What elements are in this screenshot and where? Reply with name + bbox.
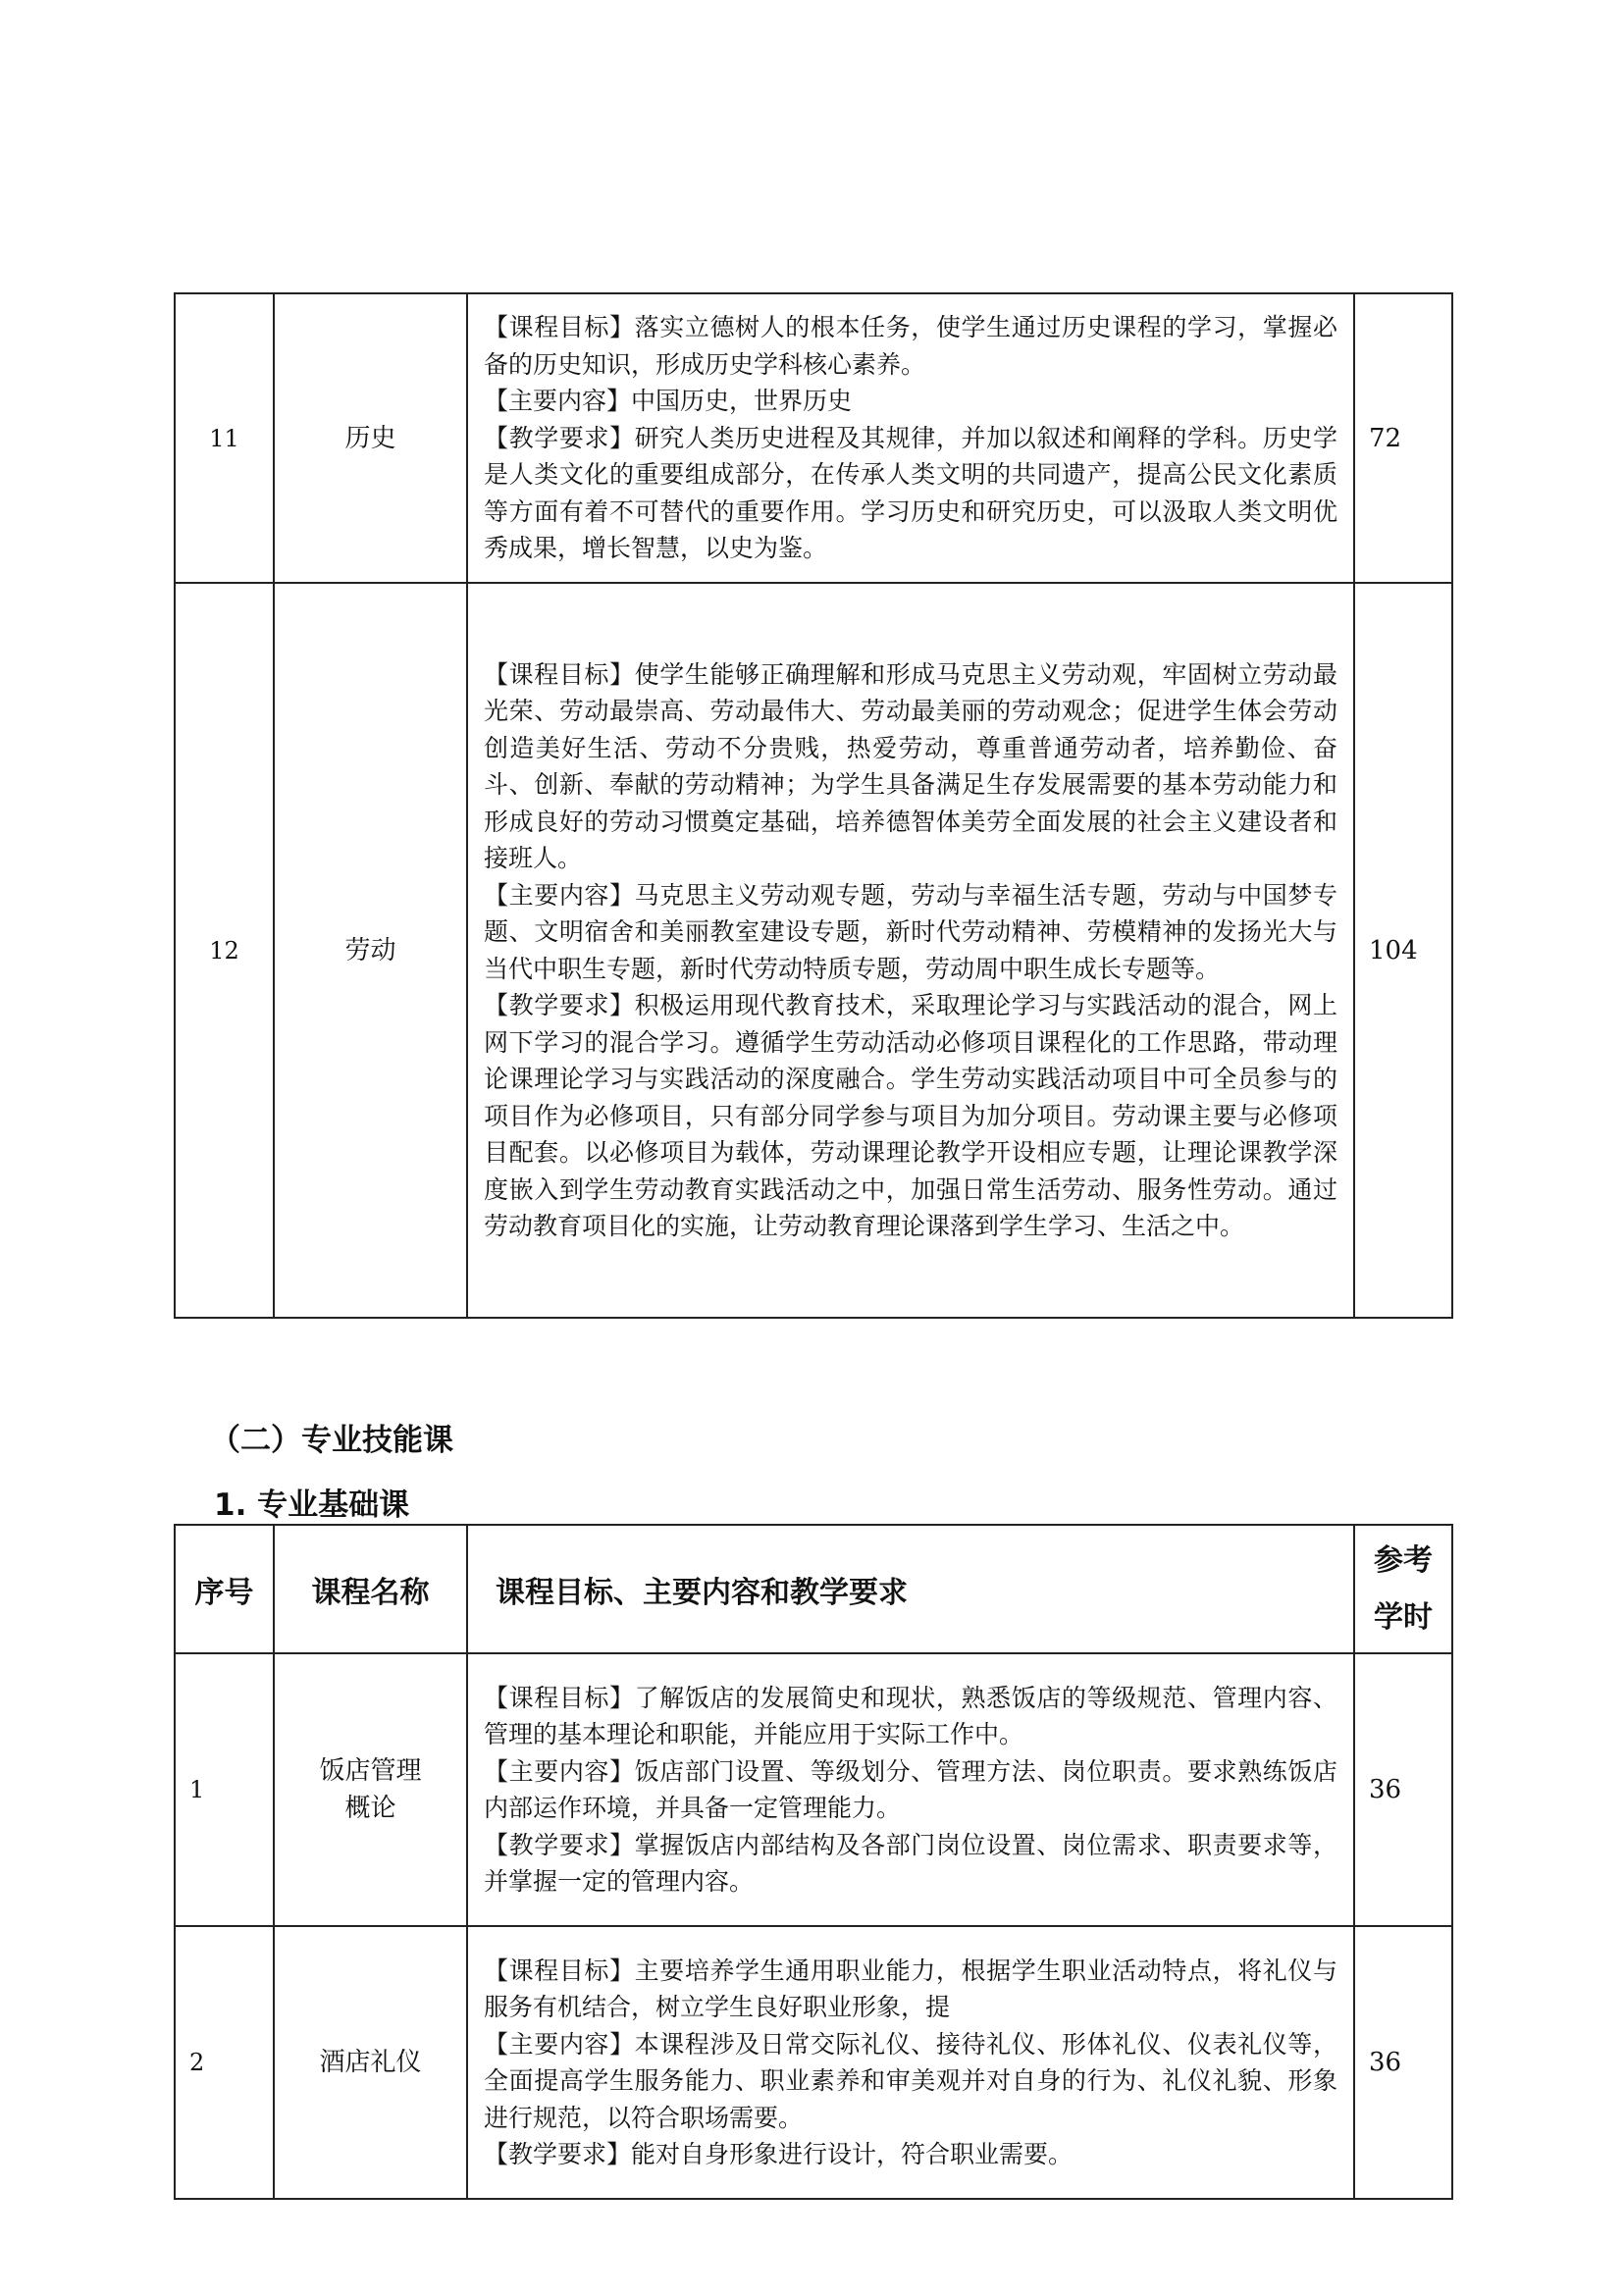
- course-description: [467, 583, 1354, 1318]
- header-no: 序号: [175, 1525, 274, 1653]
- table-header-row: [175, 1525, 1452, 1653]
- course-hours: 104: [1354, 583, 1452, 1318]
- course-goal: 【课程目标】主要培养学生通用职业能力，根据学生职业活动特点，将礼仪与服务有机结合，树立学生良好职业形象，提: [484, 1956, 1337, 2021]
- course-description: [467, 293, 1354, 583]
- course-name: [274, 1926, 467, 2199]
- course-name-line1: 酒店礼仪: [319, 2048, 422, 2077]
- course-requirements: 【教学要求】掌握饭店内部结构及各部门岗位设置、岗位需求、职责要求等，并掌握一定的管理内容。: [484, 1830, 1337, 1896]
- course-requirements: 【教学要求】能对自身形象进行设计，符合职业需要。: [484, 2140, 1074, 2168]
- course-hours: 36: [1354, 1926, 1452, 2199]
- header-content: 课程目标、主要内容和教学要求: [467, 1525, 1354, 1653]
- header-course-name: 课程名称: [274, 1525, 467, 1653]
- course-description: [467, 1653, 1354, 1926]
- course-requirements: 【教学要求】积极运用现代教育技术，采取理论学习与实践活动的混合，网上网下学习的混合学习。遵循学生劳动活动必修项目课程化的工作思路，带动理论课理论学习与实践活动的深度融合。学生劳动实践活动项目中可全员参与的项目作为必修项目，只有部分同学参与项目为加分项目。劳动课主要与必修项目配套。以必修项目为载体，劳动课理论教学开设相应专题，让理论课教学深度嵌入到学生劳动教育实践活动之中，加强日常生活劳动、服务性劳动。通过劳动教育项目化的实施，让劳动教育理论课落到学生学习、生活之中。: [484, 991, 1337, 1240]
- course-name-line1: 饭店管理: [319, 1756, 422, 1786]
- subsection-heading: 1. 专业基础课: [214, 1487, 410, 1523]
- course-goal: 【课程目标】使学生能够正确理解和形成马克思主义劳动观，牢固树立劳动最光荣、劳动最崇高、劳动最伟大、劳动最美丽的劳动观念；促进学生体会劳动创造美好生活、劳动不分贵贱，热爱劳动，尊重普通劳动者，培养勤俭、奋斗、创新、奉献的劳动精神；为学生具备满足生存发展需要的基本劳动能力和形成良好的劳动习惯奠定基础，培养德智体美劳全面发展的社会主义建设者和接班人。: [484, 659, 1337, 872]
- course-goal: 【课程目标】落实立德树人的根本任务，使学生通过历史课程的学习，掌握必备的历史知识，形成历史学科核心素养。: [484, 313, 1337, 379]
- table-row: [175, 583, 1452, 1318]
- course-main-content: 【主要内容】饭店部门设置、等级划分、管理方法、岗位职责。要求熟练饭店内部运作环境，并具备一定管理能力。: [484, 1756, 1337, 1822]
- course-hours: 72: [1354, 293, 1452, 583]
- section-heading: （二）专业技能课: [210, 1423, 453, 1458]
- course-goal: 【课程目标】了解饭店的发展简史和现状，熟悉饭店的等级规范、管理内容、管理的基本理论和职能，并能应用于实际工作中。: [484, 1683, 1337, 1748]
- table-row: [175, 1653, 1452, 1926]
- row-number: 11: [175, 293, 274, 583]
- course-name: 劳动: [274, 583, 467, 1318]
- header-hours-line1: 参考: [1374, 1542, 1433, 1578]
- header-hours-line2: 学时: [1374, 1599, 1433, 1635]
- row-number: 2: [175, 1926, 274, 2199]
- header-hours: [1354, 1525, 1452, 1653]
- course-main-content: 【主要内容】马克思主义劳动观专题，劳动与幸福生活专题，劳动与中国梦专题、文明宿舍和美丽教室建设专题，新时代劳动精神、劳模精神的发扬光大与当代中职生专题，新时代劳动特质专题，劳动周中职生成长专题等。: [484, 880, 1337, 983]
- course-description: [467, 1926, 1354, 2199]
- table-row: [175, 293, 1452, 583]
- course-name: [274, 1653, 467, 1926]
- course-main-content: 【主要内容】中国历史，世界历史: [484, 387, 853, 416]
- course-table-public: [174, 292, 1453, 1319]
- course-hours: 36: [1354, 1653, 1452, 1926]
- course-table-professional: [174, 1524, 1453, 2200]
- course-name: 历史: [274, 293, 467, 583]
- row-number: 12: [175, 583, 274, 1318]
- course-name-line2: 概论: [344, 1794, 396, 1823]
- table-row: [175, 1926, 1452, 2199]
- row-number: 1: [175, 1653, 274, 1926]
- course-requirements: 【教学要求】研究人类历史进程及其规律，并加以叙述和阐释的学科。历史学是人类文化的重要组成部分，在传承人类文明的共同遗产，提高公民文化素质等方面有着不可替代的重要作用。学习历史和研究历史，可以汲取人类文明优秀成果，增长智慧，以史为鉴。: [484, 423, 1337, 563]
- course-main-content: 【主要内容】本课程涉及日常交际礼仪、接待礼仪、形体礼仪、仪表礼仪等，全面提高学生服务能力、职业素养和审美观并对自身的行为、礼仪礼貌、形象进行规范，以符合职场需要。: [484, 2029, 1337, 2132]
